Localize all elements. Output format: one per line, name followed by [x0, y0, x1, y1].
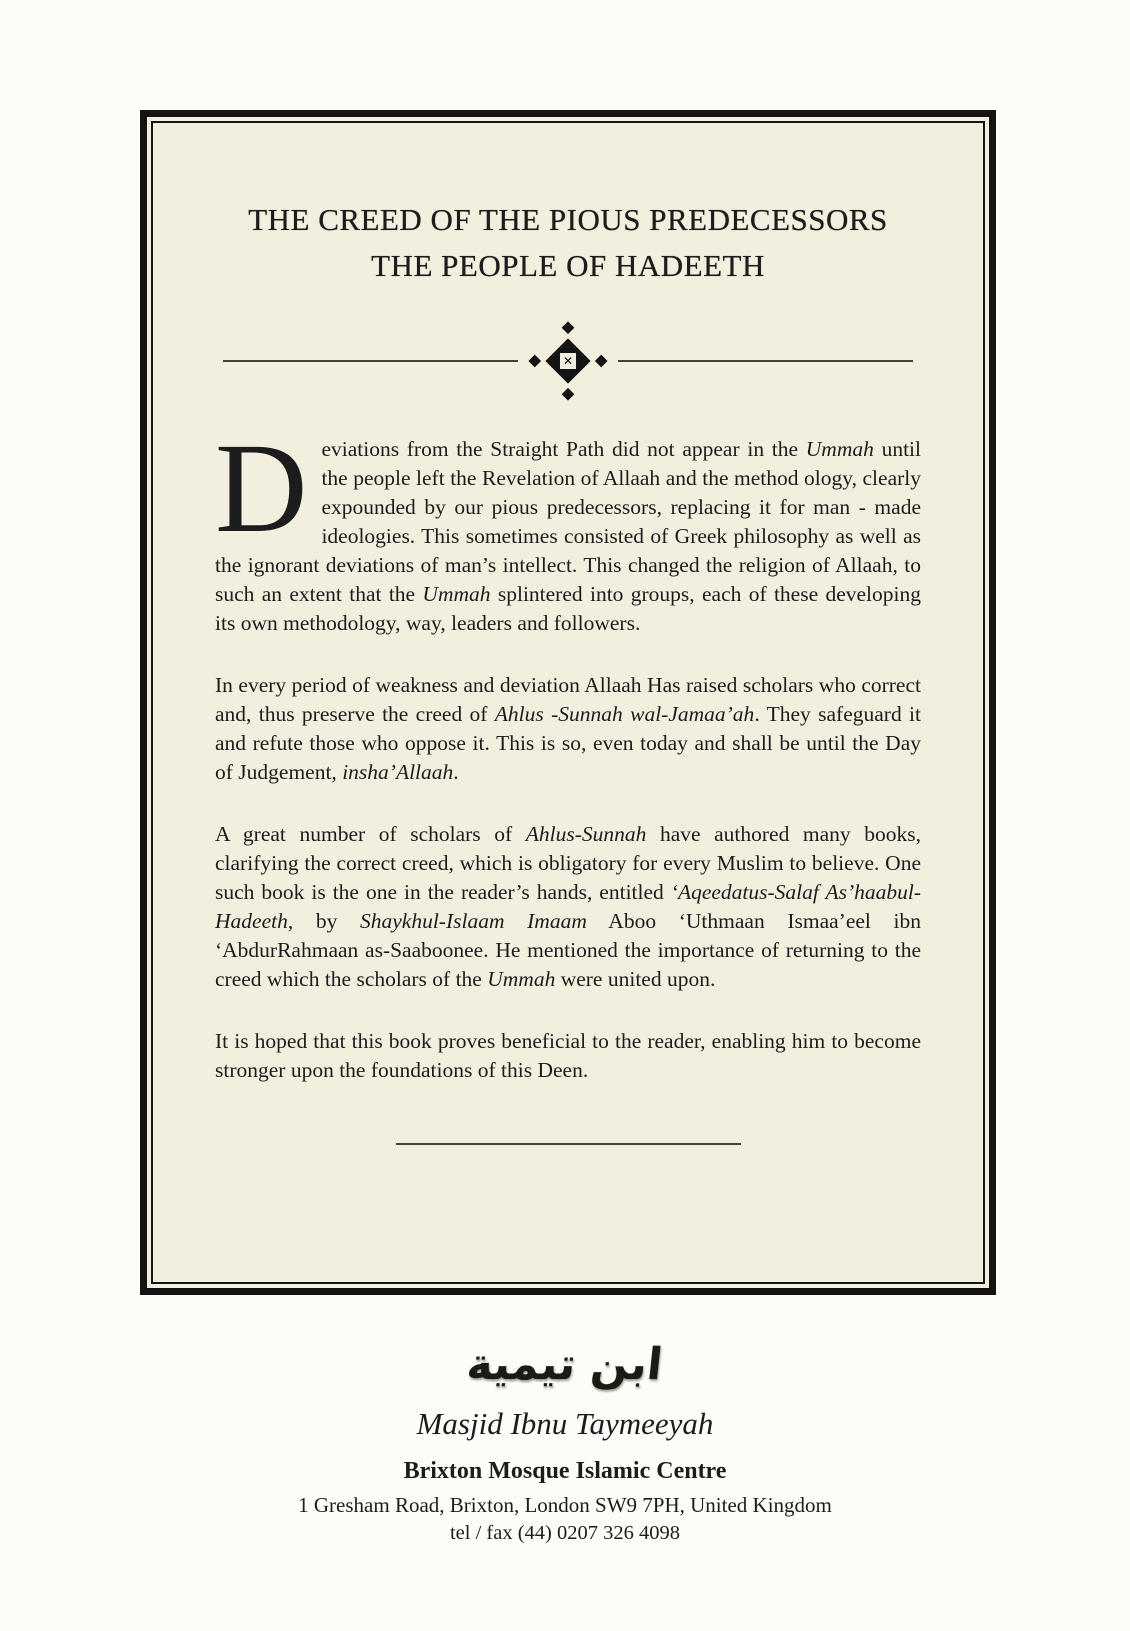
- double-border-frame: [140, 110, 996, 1295]
- inner-border: [151, 121, 985, 1284]
- paragraph-1: [215, 417, 921, 638]
- tel-fax-line: tel / fax (44) 0207 326 4098: [449, 1522, 680, 1544]
- divider-line-left: [223, 360, 518, 362]
- drop-cap: D: [215, 417, 308, 559]
- ornament-center: [560, 353, 576, 369]
- ibn-taymeeyah-calligraphy-logo: ابن تيمية: [464, 1339, 666, 1390]
- paragraph-4: It is hoped that this book proves beneficial to the reader, enabling him to become stronger upon the foundations of this Deen.: [215, 1029, 921, 1082]
- ornament-tip: [562, 321, 575, 334]
- calligraphy-wrap: [0, 1332, 1130, 1398]
- body-text: [215, 417, 921, 1085]
- paragraph-1-text: eviations from the Straight Path did not appear in the Ummah until the people left the Revelation of Allaah and the method ology, clearly expounded by our pious predecessors, replacing it for man - made ideologies. This sometimes consisted of Greek philosophy as well as the ignorant deviations of man’s intellect. This changed the religion of Allaah, to such an extent that the Ummah splintered into groups, each of these developing its own methodology, way, leaders and followers.: [215, 437, 921, 635]
- paragraph-3: A great number of scholars of Ahlus-Sunnah have authored many books, clarifying the correct creed, which is obligatory for every Muslim to believe. One such book is the one in the reader’s hands, entitled ‘Aqeedatus-Salaf As’haabul-Hadeeth, by Shaykhul-Islaam Imaam Aboo ‘Uthmaan Ismaa’eel ibn ‘AbdurRahmaan as-Saaboonee. He mentioned the importance of returning to the creed which the scholars of the Ummah were united upon.: [215, 822, 921, 991]
- book-title: [215, 197, 921, 289]
- publisher-block: [0, 1332, 1130, 1545]
- panel-content: [153, 123, 983, 1145]
- paragraph-2: In every period of weakness and deviation Allaah Has raised scholars who correct and, thus preserve the creed of Ahlus -Sunnah wal-Jamaa’ah. They safeguard it and refute those who oppose it. This is so, even today and shall be until the Day of Judgement, insha’Allaah.: [215, 673, 921, 784]
- ornament-x-motif: ✕: [562, 354, 574, 368]
- masjid-name: Masjid Ibnu Taymeeyah: [416, 1406, 714, 1441]
- ornament-tip: [595, 355, 608, 368]
- ornament-divider: [223, 331, 913, 391]
- title-line-1: THE CREED OF THE PIOUS PREDECESSORS: [248, 202, 888, 237]
- divider-line-right: [618, 360, 913, 362]
- address-line: 1 Gresham Road, Brixton, London SW9 7PH, United Kingdom: [298, 1493, 832, 1517]
- bottom-rule: [396, 1143, 741, 1145]
- title-line-2: THE PEOPLE OF HADEETH: [371, 248, 765, 283]
- centre-name: Brixton Mosque Islamic Centre: [403, 1458, 727, 1484]
- diamond-ornament-icon: [545, 338, 590, 383]
- ornament-tip: [528, 355, 541, 368]
- ornament-tip: [562, 388, 575, 401]
